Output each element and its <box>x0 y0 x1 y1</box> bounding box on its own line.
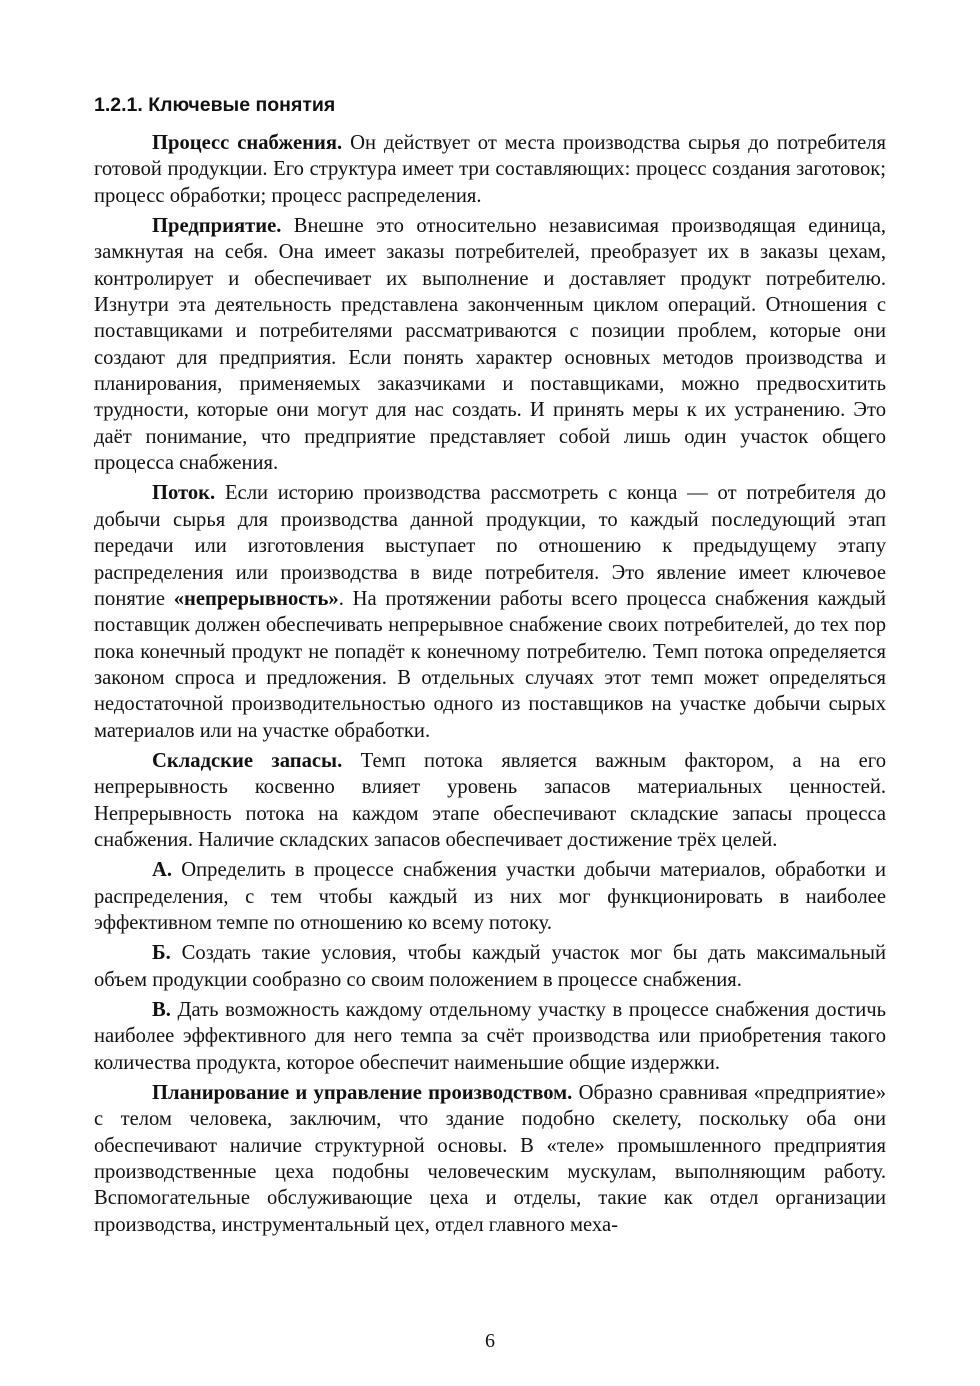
paragraph-text: Определить в процессе снабжения участки добычи материалов, обработки и распределения, с тем чтобы каждый из них мог функционировать в наиболее эффективном темпе по отношению ко всему потоку. <box>94 859 886 934</box>
goal-label-v: В. <box>152 999 171 1021</box>
paragraph-text: . На протяжении работы всего процесса снабжения каждый поставщик должен обеспечивать непрерывное снабжение своих потребителей, до тех пор пока конечный продукт не попадёт к конечному потребителю. Темп потока определяется законом спроса и предложения. В отдельных случаях этот темп может определяться недостаточной производительностью одного из поставщиков на участке добычи сырых материалов или на участке обработки. <box>94 587 886 742</box>
paragraph-goal-b <box>94 940 886 993</box>
term-supply-process: Процесс снабжения. <box>152 132 343 154</box>
goal-label-a: А. <box>152 859 173 882</box>
term-production-planning: Планирование и управление производством. <box>152 1082 573 1105</box>
paragraph-text: Создать такие условия, чтобы каждый участок мог бы дать максимальный объем продукции сообразно со своим положением в процессе снабжения. <box>94 942 886 991</box>
paragraph-text: Дать возможность каждому отдельному участку в процессе снабжения достичь наиболее эффективного для него темпа за счёт производства или приобретения такого количества продукта, которое обеспечит наименьшие общие издержки. <box>94 999 886 1074</box>
goal-label-b: Б. <box>152 942 171 965</box>
paragraph-enterprise <box>94 213 886 476</box>
paragraph-text: Темп потока является важным фактором, а на его непрерывность косвенно влияет уровень запасов материальных ценностей. Непрерывность потока на каждом этапе обеспечивают складские запасы процесса снабжения. Наличие складских запасов обеспечивает достижение трёх целей. <box>94 749 886 851</box>
term-warehouse-stock: Складские запасы. <box>152 749 343 772</box>
paragraph-text: Внешне это относительно независимая производящая единица, замкнутая на себя. Она имеет заказы потребителей, преобразует их в заказы цехам, контролирует и обеспечивает их выполнение и доставляет продукт потребителю. Изнутри эта деятельность представлена законченным циклом операций. Отношения с поставщиками и потребителями рассматриваются с позиции проблем, которые они создают для предприятия. Если понять характер основных методов производства и планирования, применяемых заказчиками и поставщиками, можно предвосхитить трудности, которые они могут для нас создать. И принять меры к их устранению. Это даёт понимание, что предприятие представляет собой лишь один участок общего процесса снабжения. <box>94 215 886 475</box>
paragraph-supply-process <box>94 130 886 209</box>
paragraph-text: Он действует от места производства сырья до потребителя готовой продукции. Его структура имеет три составляющих: процесс создания заготовок; процесс обработки; процесс распределения. <box>94 132 886 207</box>
page-number: 6 <box>485 1330 495 1352</box>
document-page <box>94 90 886 1242</box>
paragraph-flow <box>94 480 886 743</box>
section-heading: 1.2.1. Ключевые понятия <box>94 94 336 116</box>
term-enterprise: Предприятие. <box>152 215 282 238</box>
paragraph-goal-a <box>94 857 886 936</box>
term-flow: Поток. <box>152 482 216 505</box>
paragraph-production-planning <box>94 1080 886 1238</box>
paragraph-text: Если историю производства рассмотреть с конца — от потребителя до добычи сырья для производства данной продукции, то каждый последующий этап передачи или изготовления выступает по отношению к предыдущему этапу распределения или производства в виде потребителя. Это явление имеет ключевое понятие <box>94 482 886 610</box>
term-continuity: «непрерывность» <box>173 587 339 610</box>
paragraph-warehouse-stock <box>94 748 886 853</box>
paragraph-goal-v <box>94 997 886 1076</box>
paragraph-text: Образно сравнивая «предприятие» с телом человека, заключим, что здание подобно скелету, поскольку оба они обеспечивают наличие структурной основы. В «теле» промышленного предприятия производственные цеха подобны человеческим мускулам, выполняющим работу. Вспомогательные обслуживающие цеха и отделы, такие как отдел организации производства, инструментальный цех, отдел главного меха- <box>94 1082 886 1236</box>
